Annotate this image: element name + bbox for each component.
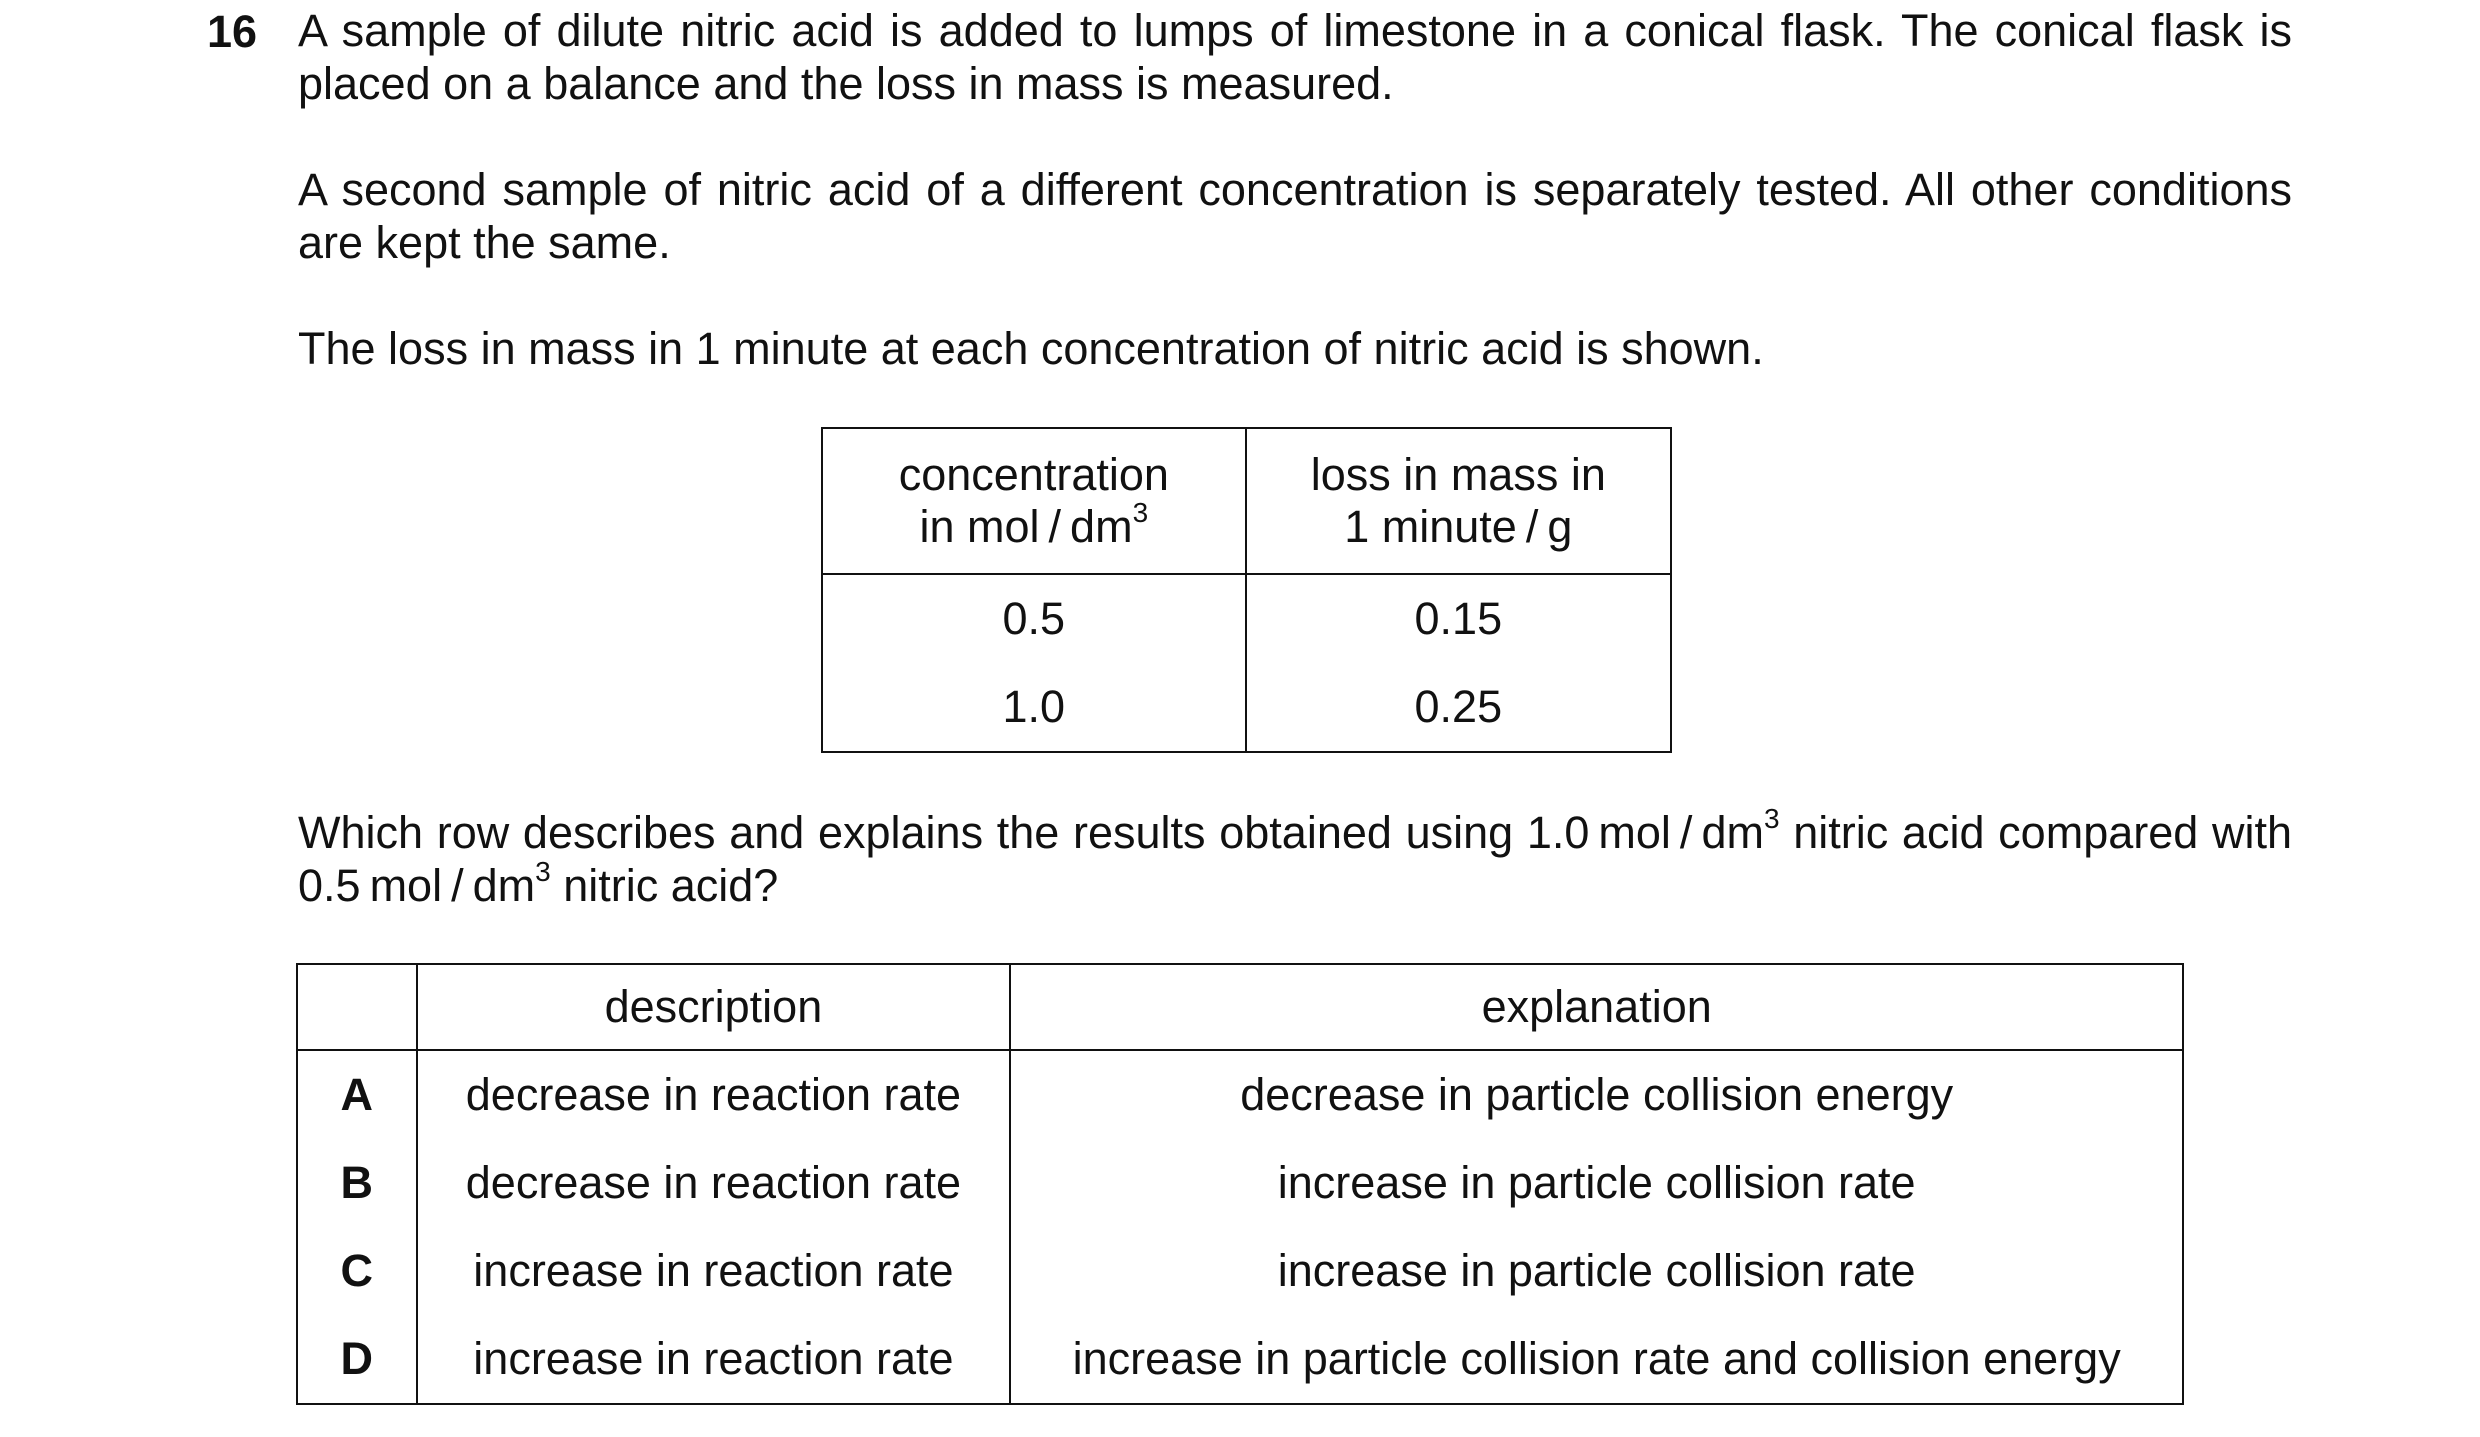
header-concentration-line2: in mol / dm (919, 501, 1133, 552)
option-letter: D (297, 1315, 417, 1404)
question-prompt-part1: Which row describes and explains the results obtained using 1.0 mol / dm (298, 807, 1764, 858)
concentration-results-table (821, 427, 1672, 753)
results-intro-paragraph: The loss in mass in 1 minute at each concentration of nitric acid is shown. (298, 323, 1764, 374)
option-description: increase in reaction rate (417, 1227, 1011, 1315)
table-row (822, 663, 1671, 752)
option-row-d[interactable] (297, 1315, 2183, 1404)
answer-options-table (296, 963, 2184, 1405)
header-loss-in-mass (1246, 428, 1671, 574)
option-letter: B (297, 1139, 417, 1227)
option-letter: C (297, 1227, 417, 1315)
option-row-a[interactable] (297, 1050, 2183, 1139)
concentration-cell: 0.5 (822, 574, 1246, 663)
header-letter (297, 964, 417, 1050)
option-description: decrease in reaction rate (417, 1139, 1011, 1227)
option-description: decrease in reaction rate (417, 1050, 1011, 1139)
option-row-c[interactable] (297, 1227, 2183, 1315)
option-description: increase in reaction rate (417, 1315, 1011, 1404)
loss-cell: 0.25 (1246, 663, 1671, 752)
option-letter: A (297, 1050, 417, 1139)
question-prompt-superscript-2: 3 (535, 856, 551, 887)
header-explanation: explanation (1010, 964, 2183, 1050)
question-prompt-part3: nitric acid? (550, 860, 779, 911)
question-prompt-part2: nitric acid compared with 0.5 mol / dm (298, 807, 2292, 911)
second-sample-paragraph: A second sample of nitric acid of a different concentration is separately tested. All other conditions are kept the same. (298, 164, 2292, 268)
table-row (822, 574, 1671, 663)
option-explanation: increase in particle collision rate (1010, 1227, 2183, 1315)
concentration-cell: 1.0 (822, 663, 1246, 752)
option-explanation: decrease in particle collision energy (1010, 1050, 2183, 1139)
question-prompt-superscript-1: 3 (1763, 803, 1780, 834)
header-description: description (417, 964, 1011, 1050)
option-explanation: increase in particle collision rate (1010, 1139, 2183, 1227)
option-row-b[interactable] (297, 1139, 2183, 1227)
loss-cell: 0.15 (1246, 574, 1671, 663)
header-concentration (822, 428, 1246, 574)
header-loss-line2: 1 minute / g (1344, 501, 1573, 552)
question-number: 16 (207, 6, 258, 57)
question-prompt (298, 803, 2292, 912)
header-loss-line1: loss in mass in (1310, 449, 1606, 500)
option-explanation: increase in particle collision rate and collision energy (1010, 1315, 2183, 1404)
intro-paragraph: A sample of dilute nitric acid is added to lumps of limestone in a conical flask. The conical flask is placed on a balance and the loss in mass is measured. (298, 5, 2292, 109)
header-concentration-superscript: 3 (1132, 497, 1149, 528)
header-concentration-line1: concentration (898, 449, 1169, 500)
